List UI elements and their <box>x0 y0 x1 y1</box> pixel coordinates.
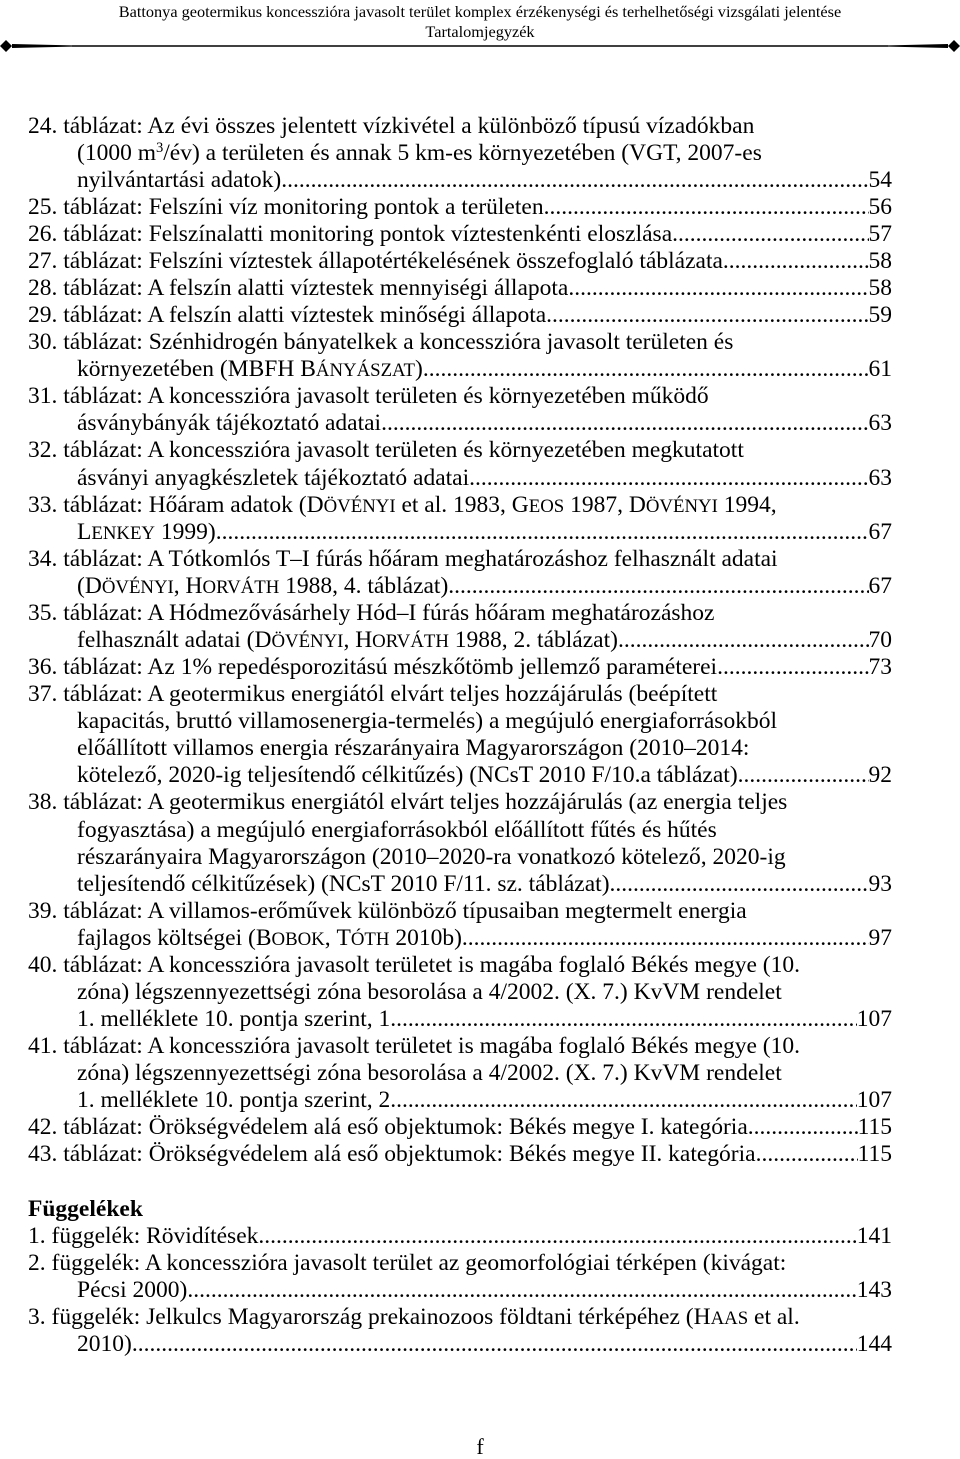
toc-entry-line <box>28 573 892 600</box>
toc-entry-text <box>28 1114 748 1141</box>
text-run: 1987, <box>564 491 629 518</box>
toc-entry <box>28 1223 892 1250</box>
text-run: fajlagos költségei ( <box>77 924 256 951</box>
dot-leader <box>390 1087 857 1114</box>
toc-entry <box>28 1304 892 1358</box>
toc-entry-line <box>28 113 892 140</box>
text-run: /év) a területen és annak 5 km-es környezetében (VGT, 2007-es <box>163 139 762 166</box>
page-number: 97 <box>868 924 892 951</box>
toc-entry-text <box>77 1277 187 1304</box>
text-run: 24. táblázat: Az évi összes jelentett vízkivétel a különböző típusú vízadókban <box>28 112 755 139</box>
text-run: 41. táblázat: A koncesszióra javasolt területet is magába foglaló Békés megye (10. <box>28 1033 800 1060</box>
dot-leader <box>738 762 869 789</box>
text-run: et al. 1983, <box>395 491 512 518</box>
dot-leader <box>423 356 869 383</box>
toc-entry-line <box>28 844 892 871</box>
page-number: 61 <box>868 356 892 383</box>
toc-entry <box>28 221 892 248</box>
toc-entry-line <box>28 1331 892 1358</box>
toc-entry-line <box>28 140 892 167</box>
page-number: 92 <box>868 762 892 789</box>
toc-entry-text <box>28 681 717 707</box>
text-run: részarányaira Magyarországon (2010–2020-ra vonatkozó kötelező, 2020-ig <box>77 843 786 870</box>
dot-leader <box>717 654 868 681</box>
dot-leader <box>756 1141 858 1168</box>
text-run: ) <box>415 356 423 383</box>
toc-entry-text <box>77 1087 390 1114</box>
list-of-appendices <box>28 1223 892 1358</box>
small-caps-name: DÖVÉNYI <box>254 626 344 653</box>
dot-leader <box>723 248 869 275</box>
appendix-heading: Függelékek <box>28 1195 143 1222</box>
toc-entry <box>28 248 892 275</box>
toc-entry-text <box>77 465 469 492</box>
toc-entry-line <box>28 654 892 681</box>
text-run: 28. táblázat: A felszín alatti víztestek mennyiségi állapota <box>28 274 569 301</box>
toc-entry-line <box>28 952 892 979</box>
dot-leader <box>748 1114 858 1141</box>
toc-entry-text <box>28 275 568 302</box>
small-caps-name: DÖVÉNYI <box>306 491 396 518</box>
text-run: , <box>343 626 356 653</box>
toc-entry-text <box>28 113 754 139</box>
dot-leader <box>544 194 869 221</box>
toc-entry-text <box>77 1060 782 1086</box>
text-run: 25. táblázat: Felszíni víz monitoring pontok a területen <box>28 193 544 220</box>
toc-entry <box>28 302 892 329</box>
dot-leader <box>546 302 868 329</box>
text-run: 30. táblázat: Szénhidrogén bányatelkek a koncesszióra javasolt területen és <box>28 329 734 356</box>
text-run: 37. táblázat: A geotermikus energiától elvárt teljes hozzájárulás (beépített <box>28 681 718 708</box>
page-number: 54 <box>868 166 892 193</box>
text-run: 3. függelék: Jelkulcs Magyarország prekainozoos földtani térképéhez ( <box>28 1303 694 1330</box>
text-run: 1994, <box>717 491 777 518</box>
text-run: , <box>324 924 337 951</box>
toc-entry-text <box>77 762 738 789</box>
small-caps-name: GEOS <box>511 491 565 518</box>
small-caps-name: DÖVÉNYI <box>628 491 718 518</box>
toc-entry-text <box>28 248 723 275</box>
toc-entry <box>28 952 892 1033</box>
page-number: 58 <box>868 274 892 301</box>
page-number: 93 <box>868 870 892 897</box>
dot-leader <box>390 1006 857 1033</box>
text-run: 2010b) <box>389 924 462 951</box>
text-run: nyilvántartási adatok) <box>77 166 282 193</box>
toc-entry <box>28 1141 892 1168</box>
page-number: 56 <box>868 193 892 220</box>
toc-entry-text <box>77 410 381 437</box>
toc-entry-line <box>28 410 892 437</box>
text-run: 1988, 4. táblázat) <box>279 572 449 599</box>
toc-entry-text <box>77 356 423 383</box>
small-caps-name: DÖVÉNYI <box>84 572 174 599</box>
text-run: 26. táblázat: Felszínalatti monitoring pontok víztestenkénti eloszlása <box>28 220 673 247</box>
page-number: 107 <box>856 1006 892 1033</box>
small-caps-name: HAAS <box>693 1303 749 1330</box>
toc-entry-text <box>28 546 778 572</box>
text-run: zóna) légszennyezettségi zóna besorolása a 4/2002. (X. 7.) KvVM rendelet <box>77 1060 782 1087</box>
table-of-contents <box>28 113 892 1359</box>
text-run: et al. <box>748 1303 800 1330</box>
toc-entry-text <box>28 789 787 815</box>
document-title: Battonya geotermikus koncesszióra javasolt terület komplex érzékenységi és terhelhetőségi vizsgálati jelentése <box>118 2 842 21</box>
page-number: 144 <box>856 1331 892 1358</box>
toc-entry-line <box>28 817 892 844</box>
toc-entry <box>28 275 892 302</box>
text-run: ( <box>77 572 85 599</box>
toc-entry-text <box>28 600 714 626</box>
toc-entry-line <box>28 437 892 464</box>
toc-entry-text <box>28 1250 786 1276</box>
toc-entry-line <box>28 383 892 410</box>
toc-entry-text <box>77 627 618 654</box>
toc-entry-line <box>28 221 892 248</box>
text-run: (1000 m <box>77 139 156 166</box>
page-number: 57 <box>868 220 892 247</box>
toc-entry-line <box>28 708 892 735</box>
toc-entry-line <box>28 1087 892 1114</box>
toc-entry-text <box>28 1033 800 1059</box>
toc-entry-text <box>28 1141 756 1168</box>
page-number: 59 <box>868 302 892 329</box>
text-run: kapacitás, bruttó villamosenergia-termelés) a megújuló energiaforrásokból <box>77 708 777 735</box>
small-caps-name: BÁNYÁSZAT <box>300 356 416 383</box>
toc-entry-text <box>77 979 782 1005</box>
small-caps-name: LENKEY <box>77 518 155 545</box>
toc-entry-text <box>28 302 546 329</box>
dot-leader <box>187 1277 856 1304</box>
toc-entry <box>28 194 892 221</box>
text-run: kötelező, 2020-ig teljesítendő célkitűzés) (NCsT 2010 F/10.a táblázat) <box>77 762 738 789</box>
toc-entry-line <box>28 871 892 898</box>
toc-entry-line <box>28 302 892 329</box>
running-header <box>0 2 960 42</box>
toc-entry-line <box>28 519 892 546</box>
text-run: Pécsi 2000) <box>77 1276 188 1303</box>
page-number: 67 <box>868 518 892 545</box>
toc-entry-line <box>28 167 892 194</box>
toc-entry-line <box>28 762 892 789</box>
toc-entry-line <box>28 627 892 654</box>
toc-entry-text <box>28 1223 258 1250</box>
toc-entry <box>28 1250 892 1304</box>
toc-entry-text <box>77 519 216 546</box>
text-run: 1999) <box>155 518 216 545</box>
dot-leader <box>469 465 868 492</box>
toc-entry-line <box>28 600 892 627</box>
toc-entry-text <box>77 1006 390 1033</box>
toc-entry-line <box>28 898 892 925</box>
page-number: 73 <box>868 654 892 681</box>
toc-entry-line <box>28 1277 892 1304</box>
text-run: 38. táblázat: A geotermikus energiától elvárt teljes hozzájárulás (az energia teljes <box>28 789 788 816</box>
text-run: 33. táblázat: Hőáram adatok ( <box>28 491 307 518</box>
dot-leader <box>618 627 869 654</box>
text-run: előállított villamos energia részarányaira Magyarországon (2010–2014: <box>77 735 750 762</box>
small-caps-name: BOBOK <box>255 924 325 951</box>
toc-entry-line <box>28 465 892 492</box>
toc-entry-line <box>28 925 892 952</box>
dot-leader <box>281 167 868 194</box>
dot-leader <box>381 410 868 437</box>
text-run: ásványi anyagkészletek tájékoztató adatai <box>77 464 470 491</box>
toc-entry-text <box>77 1331 132 1358</box>
toc-entry <box>28 789 892 897</box>
page-number: 70 <box>868 626 892 653</box>
toc-entry <box>28 654 892 681</box>
dot-leader <box>462 925 869 952</box>
text-run: 43. táblázat: Örökségvédelem alá eső objektumok: Békés megye II. kategória <box>28 1141 756 1168</box>
page-number: 63 <box>868 464 892 491</box>
text-run: 32. táblázat: A koncesszióra javasolt területen és környezetében megkutatott <box>28 437 744 464</box>
toc-entry-line <box>28 492 892 519</box>
toc-entry-text <box>28 492 777 518</box>
toc-entry-line <box>28 681 892 708</box>
toc-entry-text <box>77 735 749 761</box>
page-number: 143 <box>856 1276 892 1303</box>
toc-entry-line <box>28 329 892 356</box>
text-run: 1. melléklete 10. pontja szerint, 2 <box>77 1087 391 1114</box>
dot-leader <box>448 573 868 600</box>
toc-entry-line <box>28 275 892 302</box>
toc-entry-line <box>28 789 892 816</box>
dot-leader <box>132 1331 857 1358</box>
toc-entry-text <box>28 1304 800 1330</box>
toc-entry <box>28 113 892 194</box>
section-title: Tartalomjegyzék <box>425 22 535 41</box>
text-run: 35. táblázat: A Hódmezővásárhely Hód–I fúrás hőáram meghatározáshoz <box>28 599 715 626</box>
text-run: 42. táblázat: Örökségvédelem alá eső objektumok: Békés megye I. kategória <box>28 1114 748 1141</box>
toc-entry-line <box>28 194 892 221</box>
dot-leader <box>568 275 868 302</box>
toc-entry <box>28 437 892 491</box>
toc-entry-line <box>28 1006 892 1033</box>
page-number: 115 <box>857 1141 892 1168</box>
text-run: 1. melléklete 10. pontja szerint, 1 <box>77 1006 391 1033</box>
page-number: 141 <box>856 1222 892 1249</box>
text-run: 31. táblázat: A koncesszióra javasolt területen és környezetében működő <box>28 383 709 410</box>
text-run: ásványbányák tájékoztató adatai <box>77 410 382 437</box>
page-number: 63 <box>868 410 892 437</box>
toc-entry-text <box>77 871 610 898</box>
toc-entry-line <box>28 979 892 1006</box>
list-of-tables <box>28 113 892 1169</box>
page-footer-label: f <box>476 1434 484 1459</box>
toc-entry-text <box>28 952 800 978</box>
text-run: zóna) légszennyezettségi zóna besorolása a 4/2002. (X. 7.) KvVM rendelet <box>77 979 782 1005</box>
toc-entry <box>28 600 892 654</box>
text-run: felhasznált adatai ( <box>77 626 255 653</box>
text-run: , <box>173 572 186 599</box>
toc-entry-line <box>28 546 892 573</box>
toc-entry-text <box>77 817 717 843</box>
text-run: 34. táblázat: A Tótkomlós T–I fúrás hőáram meghatározáshoz felhasznált adatai <box>28 545 778 572</box>
toc-entry <box>28 681 892 789</box>
toc-entry <box>28 329 892 383</box>
page-number: 58 <box>868 247 892 274</box>
toc-entry <box>28 1033 892 1114</box>
toc-entry-line <box>28 1033 892 1060</box>
text-run: 36. táblázat: Az 1% repedésporozitású mészkőtömb jellemző paraméterei <box>28 654 718 681</box>
small-caps-name: HORVÁTH <box>185 572 280 599</box>
dot-leader <box>610 871 869 898</box>
page-number: 107 <box>856 1087 892 1114</box>
text-run: 27. táblázat: Felszíni víztestek állapotértékelésének összefoglaló táblázata <box>28 247 723 274</box>
toc-entry-text <box>77 708 777 734</box>
toc-entry-line <box>28 1304 892 1331</box>
toc-entry-text <box>77 925 462 952</box>
text-run: teljesítendő célkitűzések) (NCsT 2010 F/11. sz. táblázat) <box>77 870 610 897</box>
text-run: környezetében (MBFH <box>77 356 301 383</box>
toc-entry-line <box>28 1141 892 1168</box>
toc-entry-text <box>28 898 747 924</box>
header-rule <box>0 40 960 52</box>
toc-entry-text <box>28 654 717 681</box>
text-run: 1. függelék: Rövidítések <box>28 1222 259 1249</box>
text-run: 29. táblázat: A felszín alatti víztestek minőségi állapota <box>28 302 547 329</box>
toc-entry-text <box>28 194 544 221</box>
small-caps-name: TÓTH <box>336 924 390 951</box>
toc-entry-line <box>28 1250 892 1277</box>
toc-entry-line <box>28 1114 892 1141</box>
toc-entry-text <box>77 844 786 870</box>
toc-entry-line <box>28 1223 892 1250</box>
toc-entry-line <box>28 735 892 762</box>
text-run: 1988, 2. táblázat) <box>448 626 618 653</box>
dot-leader <box>216 519 869 546</box>
toc-entry-text <box>28 221 672 248</box>
toc-entry <box>28 1114 892 1141</box>
superscript: 3 <box>155 139 164 156</box>
toc-entry-text <box>28 437 744 463</box>
dot-leader <box>672 221 868 248</box>
toc-entry-text <box>28 383 709 409</box>
toc-entry-line <box>28 1060 892 1087</box>
text-run: 39. táblázat: A villamos-erőművek különböző típusaiban megtermelt energia <box>28 897 747 924</box>
toc-entry-text <box>28 329 733 355</box>
toc-entry <box>28 383 892 437</box>
small-caps-name: HORVÁTH <box>355 626 449 653</box>
toc-entry-text <box>77 140 762 166</box>
text-run: fogyasztása) a megújuló energiaforrásokból előállított fűtés és hűtés <box>77 816 717 843</box>
text-run: 2010) <box>77 1331 132 1358</box>
toc-entry <box>28 492 892 546</box>
toc-entry <box>28 546 892 600</box>
toc-entry-text <box>77 167 281 194</box>
page-number: 115 <box>857 1114 892 1141</box>
toc-entry-text <box>77 573 448 600</box>
dot-leader <box>258 1223 856 1250</box>
toc-entry-line <box>28 356 892 383</box>
toc-entry-line <box>28 248 892 275</box>
page-number: 67 <box>868 572 892 599</box>
text-run: 2. függelék: A koncesszióra javasolt terület az geomorfológiai térképen (kivágat: <box>28 1249 787 1276</box>
toc-entry <box>28 898 892 952</box>
text-run: 40. táblázat: A koncesszióra javasolt területet is magába foglaló Békés megye (10. <box>28 951 800 978</box>
